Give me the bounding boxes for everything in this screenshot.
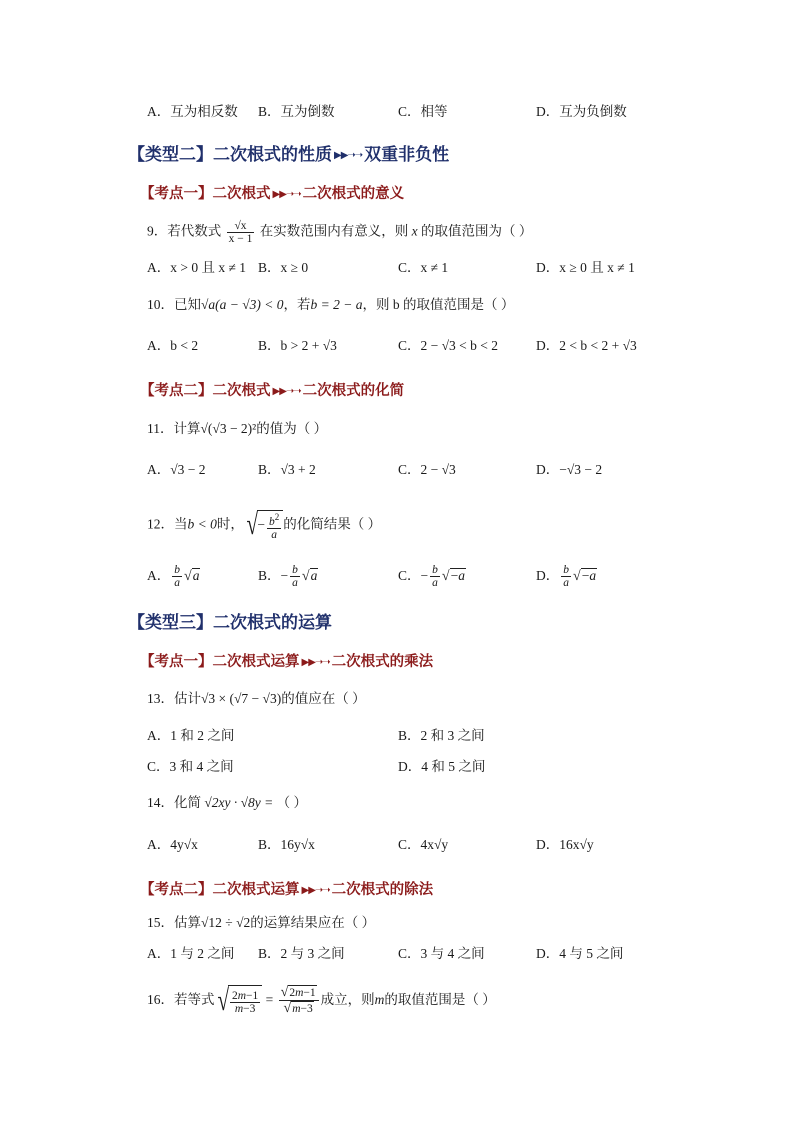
q9-stem: 9．若代数式 $\frac{√x}{x - 1}$ 在实数范围内有意义，则 x 的取值范围为（ ） xyxy=(147,220,533,245)
q15-option-d[interactable]: D．4 与 5 之间 xyxy=(536,946,624,961)
q13-expression: √3 × (√7 − √3) xyxy=(201,691,282,706)
q11-option-b[interactable]: B．√3 + 2 xyxy=(258,462,316,477)
q12-radicand: − $\frac{b^2}{a}$ xyxy=(257,510,283,541)
arrow-icon: ▶▶➝➝ xyxy=(272,188,301,200)
point-title: 【考点二】二次根式运算 xyxy=(140,882,300,898)
q11-option-d[interactable]: D．−√3 − 2 xyxy=(536,462,603,477)
type2-title: 【类型二】二次根式的性质 xyxy=(128,145,332,165)
q16-rhs: $\frac{√2m-1}{√m-3}$ xyxy=(279,985,319,1016)
q8-option-b[interactable]: B．互为倒数 xyxy=(258,104,335,119)
q16-lhs: $\frac{2m-1}{m-3}$ xyxy=(228,985,262,1016)
q13-stem: 13．估计√3 × (√7 − √3)的值应在（ ） xyxy=(147,691,366,706)
q11-option-a[interactable]: A．√3 − 2 xyxy=(147,462,206,477)
point-suffix: 二次根式的除法 xyxy=(331,882,434,898)
q14-stem: 14．化简 √2xy · √8y = （ ） xyxy=(147,795,308,810)
arrow-icon: ▶▶➝➝ xyxy=(301,656,330,668)
q12-option-c[interactable]: C．− $\frac{b}{a}$ √−a xyxy=(398,564,465,590)
point-title: 【考点一】二次根式 xyxy=(140,186,271,202)
q14-option-c[interactable]: C．4x√y xyxy=(398,837,449,852)
q14-option-b[interactable]: B．16y√x xyxy=(258,837,315,852)
q9-option-a[interactable]: A．x > 0 且 x ≠ 1 xyxy=(147,260,247,275)
q10-stem: 10．已知√a(a − √3) < 0，若b = 2 − a，则 b 的取值范围是（ ） xyxy=(147,297,515,312)
q15-option-a[interactable]: A．1 与 2 之间 xyxy=(147,946,235,961)
q10-option-c[interactable]: C．2 − √3 < b < 2 xyxy=(398,338,499,353)
q9-option-b[interactable]: B．x ≥ 0 xyxy=(258,260,309,275)
q9-option-c[interactable]: C．x ≠ 1 xyxy=(398,260,449,275)
type3-title: 【类型三】二次根式的运算 xyxy=(128,613,332,633)
arrow-icon: ▶▶➝➝ xyxy=(334,149,363,161)
q11-stem: 11．计算√(√3 − 2)²的值为（ ） xyxy=(147,421,328,436)
q13-option-b[interactable]: B．2 和 3 之间 xyxy=(398,728,485,743)
q13-option-a[interactable]: A．1 和 2 之间 xyxy=(147,728,235,743)
q15-option-c[interactable]: C．3 与 4 之间 xyxy=(398,946,485,961)
q14-option-a[interactable]: A．4y√x xyxy=(147,837,198,852)
point-suffix: 二次根式的意义 xyxy=(302,186,405,202)
q13-option-c[interactable]: C．3 和 4 之间 xyxy=(147,759,234,774)
q12-option-d[interactable]: D． $\frac{b}{a}$ √−a xyxy=(536,564,597,590)
point-suffix: 二次根式的化简 xyxy=(302,383,405,399)
radical-icon: √ xyxy=(246,508,258,542)
q12-stem: 12．当b < 0时，√− $\frac{b^2}{a}$ 的化简结果（ ） xyxy=(147,508,382,542)
q16-stem: 16．若等式√ $\frac{2m-1}{m-3}$ = $\frac{√2m-1}{√m-3}$ 成立，则m的取值范围是（ ） xyxy=(147,983,496,1017)
q15-option-b[interactable]: B．2 与 3 之间 xyxy=(258,946,345,961)
arrow-icon: ▶▶➝➝ xyxy=(272,385,301,397)
q14-expression: √2xy · √8y = xyxy=(204,795,274,810)
type3-heading xyxy=(128,608,332,633)
type2-suffix: 双重非负性 xyxy=(364,145,450,165)
q15-expression: √12 ÷ √2 xyxy=(201,915,251,930)
q9-fraction: $\frac{√x}{x - 1}$ xyxy=(228,220,253,245)
point-suffix: 二次根式的乘法 xyxy=(331,654,434,670)
q12-option-a[interactable]: A． $\frac{b}{a}$ √a xyxy=(147,564,200,590)
q10-option-d[interactable]: D．2 < b < 2 + √3 xyxy=(536,338,637,353)
q9-number: 9．若代数式 xyxy=(147,223,222,239)
q10-option-b[interactable]: B．b > 2 + √3 xyxy=(258,338,337,353)
type2-point1-heading xyxy=(140,182,404,203)
q11-option-c[interactable]: C．2 − √3 xyxy=(398,462,456,477)
q11-expression: √(√3 − 2)² xyxy=(200,421,257,436)
q8-option-d[interactable]: D．互为负倒数 xyxy=(536,104,627,119)
point-title: 【考点二】二次根式 xyxy=(140,383,271,399)
radical-icon: √ xyxy=(216,983,229,1017)
q8-option-c[interactable]: C．相等 xyxy=(398,104,448,119)
type3-point2-heading xyxy=(140,878,433,899)
q13-option-d[interactable]: D．4 和 5 之间 xyxy=(398,759,486,774)
q12-option-b[interactable]: B．− $\frac{b}{a}$ √a xyxy=(258,564,318,590)
q15-stem: 15．估算√12 ÷ √2的运算结果应在（ ） xyxy=(147,915,376,930)
type2-heading xyxy=(128,140,449,165)
type3-point1-heading xyxy=(140,650,433,671)
q9-option-d[interactable]: D．x ≥ 0 且 x ≠ 1 xyxy=(536,260,635,275)
type2-point2-heading xyxy=(140,379,404,400)
q8-option-a[interactable]: A．互为相反数 xyxy=(147,104,238,119)
q14-option-d[interactable]: D．16x√y xyxy=(536,837,594,852)
point-title: 【考点一】二次根式运算 xyxy=(140,654,300,670)
arrow-icon: ▶▶➝➝ xyxy=(301,884,330,896)
q10-option-a[interactable]: A．b < 2 xyxy=(147,338,199,353)
